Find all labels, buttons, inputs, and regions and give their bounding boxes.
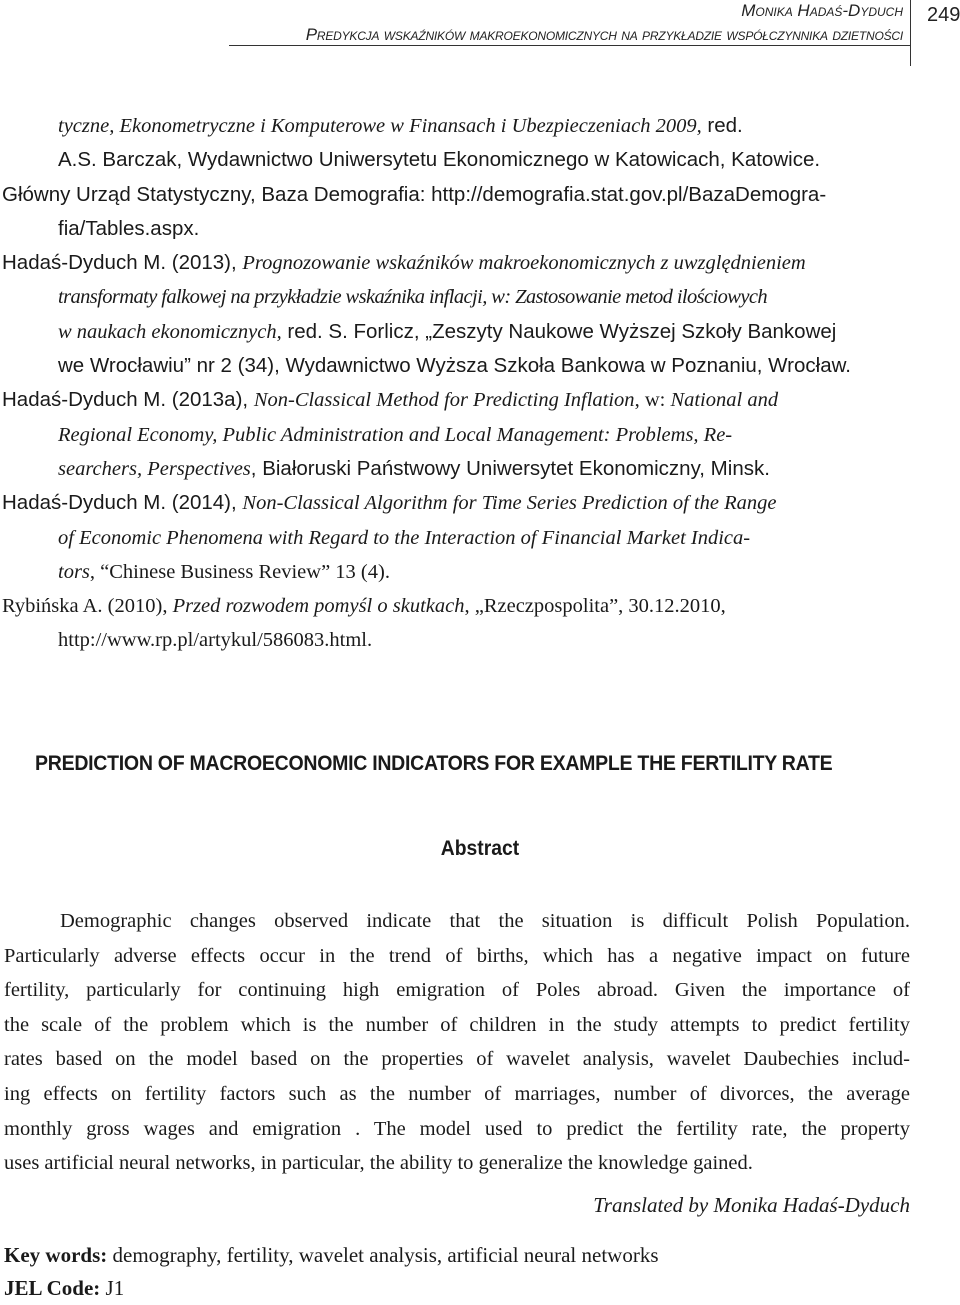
- reference-item: [0, 315, 960, 349]
- reference-item: [0, 246, 960, 280]
- reference-item: [0, 178, 960, 212]
- reference-text: , “Chinese Business Review” 13 (4).: [89, 560, 390, 583]
- reference-url: http://www.rp.pl/artykul/586083.html.: [58, 629, 373, 652]
- reference-text: red.: [701, 114, 743, 137]
- reference-title: Non-Classical Method for Predicting Inflation: [253, 389, 635, 412]
- references-list: [0, 109, 960, 658]
- keywords-label: Key words:: [4, 1243, 108, 1267]
- reference-author: Rybińska A. (2010),: [2, 595, 173, 618]
- reference-item: [0, 383, 960, 417]
- keywords-value: demography, fertility, wavelet analysis, artificial neural networks: [107, 1243, 659, 1267]
- reference-item: [0, 589, 960, 623]
- abstract-line: Demographic changes observed indicate that the situation is difficult Polish Population.: [60, 910, 910, 932]
- reference-title: National and: [670, 389, 779, 412]
- reference-author: Hadaś-Dyduch M. (2013),: [2, 251, 243, 275]
- reference-title: tors: [58, 560, 90, 583]
- abstract-line: uses artificial neural networks, in particular, the ability to generalize the knowledge gained.: [4, 1152, 753, 1175]
- reference-text: fia/Tables.aspx.: [58, 216, 200, 240]
- reference-item: [0, 623, 960, 657]
- running-header: [0, 0, 960, 66]
- reference-title: Regional Economy, Public Administration and Local Management: Problems, Re-: [58, 423, 733, 446]
- reference-text: , „Rzeczpospolita”, 30.12.2010,: [464, 595, 726, 618]
- jel-label: JEL Code:: [4, 1276, 101, 1300]
- abstract-line: ing effects on fertility factors such as the number of marriages, number of divorces, the average: [4, 1082, 910, 1105]
- reference-item: [0, 418, 960, 452]
- reference-item: [0, 349, 960, 383]
- reference-text: we Wrocławiu” nr 2 (34), Wydawnictwo Wyższa Szkoła Bankowa w Poznaniu, Wrocław.: [58, 354, 851, 378]
- reference-title: Prognozowanie wskaźników makroekonomicznych z uwzględnieniem: [242, 252, 806, 275]
- reference-item: [0, 452, 960, 486]
- reference-title: of Economic Phenomena with Regard to the Interaction of Financial Market Indica-: [58, 526, 751, 549]
- abstract-heading: Abstract: [440, 837, 520, 860]
- abstract-line: monthly gross wages and emigration . The model used to predict the fertility rate, the property: [4, 1117, 910, 1140]
- header-divider: [910, 0, 911, 66]
- reference-author: Hadaś-Dyduch M. (2014),: [2, 491, 243, 515]
- english-title: PREDICTION OF MACROECONOMIC INDICATORS FOR EXAMPLE THE FERTILITY RATE: [35, 752, 833, 775]
- reference-title: Przed rozwodem pomyśl o skutkach: [172, 595, 465, 618]
- abstract-line: fertility, particularly for continuing high emigration of Poles abroad. Given the importance of: [4, 979, 910, 1002]
- translator-note: Translated by Monika Hadaś-Dyduch: [593, 1193, 910, 1217]
- reference-item: [0, 143, 960, 177]
- reference-text: , w:: [634, 389, 671, 412]
- reference-title: Non-Classical Algorithm for Time Series Prediction of the Range: [242, 492, 777, 515]
- page-number: 249: [927, 4, 960, 26]
- keywords: [4, 1243, 659, 1268]
- header-author: Monika Hadaś-Dyduch: [741, 1, 903, 20]
- abstract-body: [4, 904, 910, 1181]
- reference-item: [0, 212, 960, 246]
- reference-title: searchers, Perspectives: [58, 457, 251, 480]
- reference-title: transformaty falkowej na przykładzie wskaźnika inflacji, w: Zastosowanie metod ilościowych: [58, 286, 768, 309]
- abstract-line: the scale of the problem which is the number of children in the study attempts to predict fertility: [4, 1013, 910, 1036]
- reference-text: red. S. Forlicz, „Zeszyty Naukowe Wyższej Szkoły Bankowej: [281, 319, 837, 343]
- reference-author: Hadaś-Dyduch M. (2013a),: [2, 388, 254, 412]
- header-title: Predykcja wskaźników makroekonomicznych na przykładzie współczynnika dzietności: [305, 25, 903, 44]
- reference-item: [0, 486, 960, 520]
- reference-text: , Białoruski Państwowy Uniwersytet Ekonomiczny, Minsk.: [250, 456, 770, 480]
- abstract-line: rates based on the model based on the properties of wavelet analysis, wavelet Daubechies includ-: [4, 1048, 910, 1071]
- reference-item: [0, 280, 960, 314]
- reference-text: Główny Urząd Statystyczny, Baza Demografia: http://demografia.stat.gov.pl/BazaDemogra-: [2, 182, 827, 206]
- reference-text: tyczne, Ekonometryczne i Komputerowe w Finansach i Ubezpieczeniach 2009,: [58, 115, 702, 137]
- abstract-line: Particularly adverse effects occur in the trend of births, which has a negative impact on future: [4, 944, 910, 967]
- jel-code: [4, 1276, 124, 1301]
- reference-title: w naukach ekonomicznych,: [58, 320, 282, 343]
- reference-item: [0, 555, 960, 589]
- reference-item: [0, 109, 960, 143]
- reference-item: [0, 521, 960, 555]
- header-rule: [229, 45, 910, 46]
- jel-value: J1: [100, 1276, 125, 1300]
- reference-text: A.S. Barczak, Wydawnictwo Uniwersytetu Ekonomicznego w Katowicach, Katowice.: [58, 148, 821, 172]
